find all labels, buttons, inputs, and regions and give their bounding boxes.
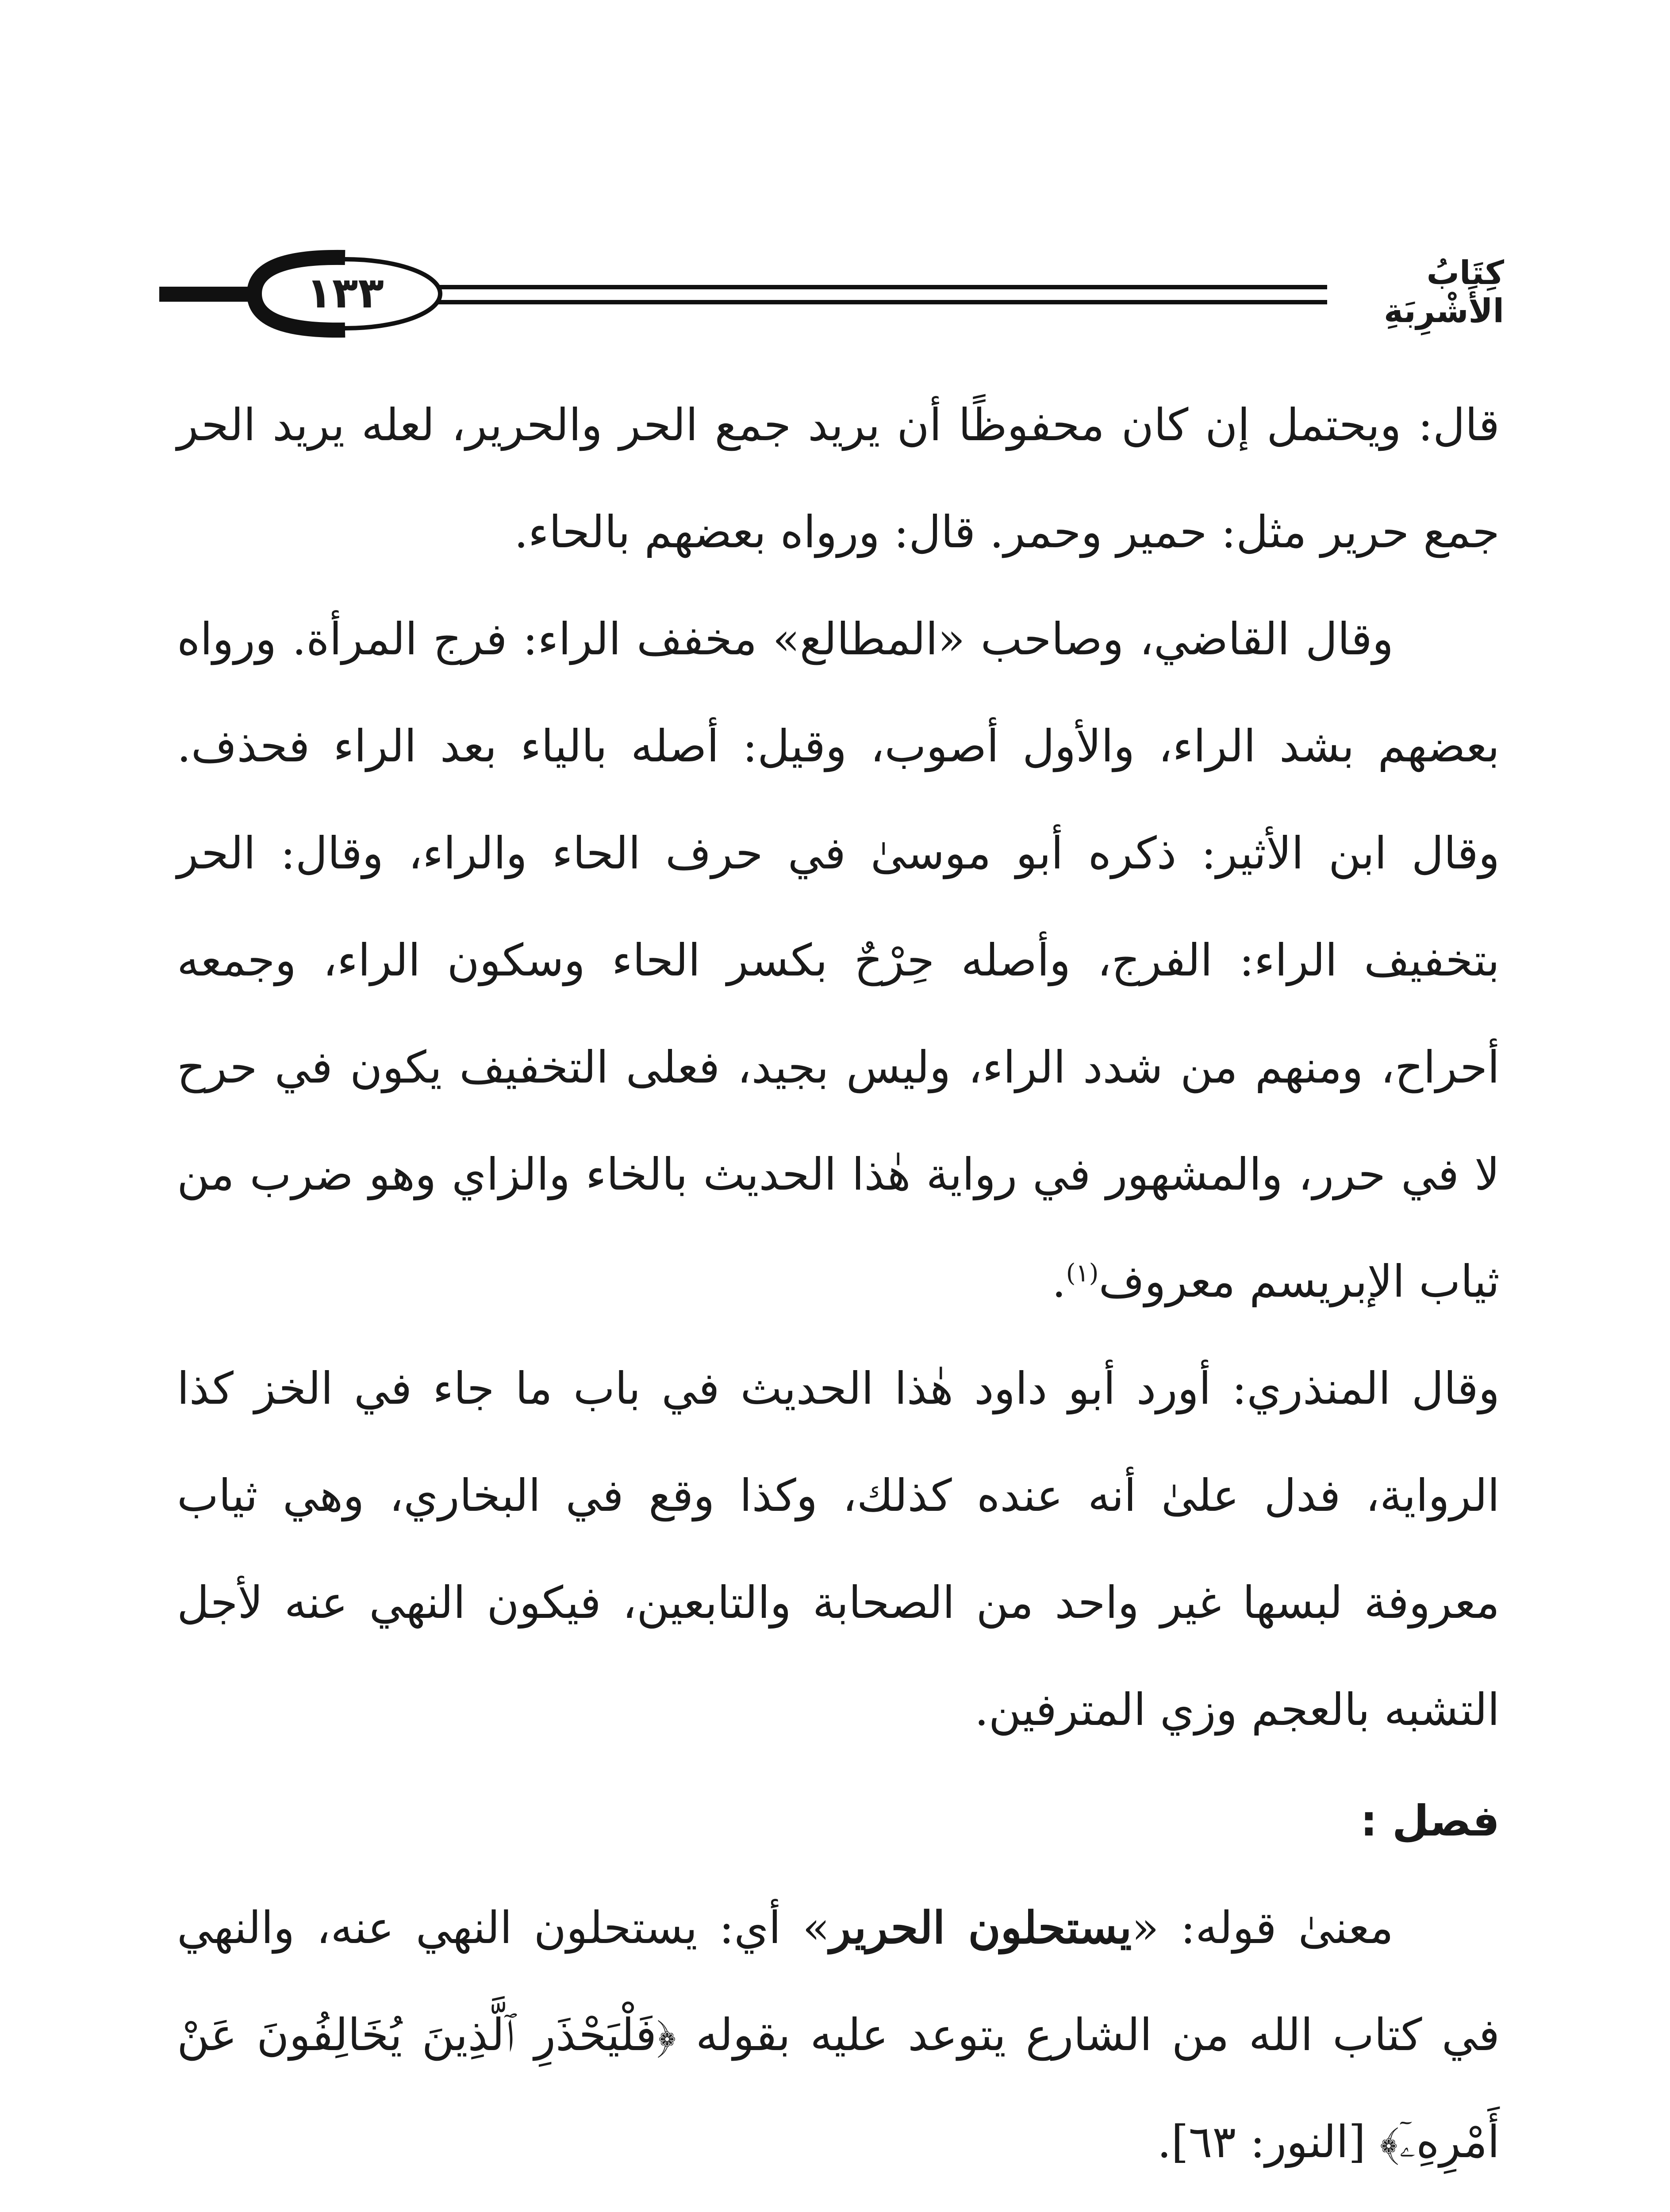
quoted-term: يستحلون الحرير [829,1901,1132,1954]
paragraph-text: قال: ويحتمل إن كان محفوظًا أن يريد جمع الحر والحرير، لعله يريد الحر جمع حرير مثل: حمير وحمر. قال: ورواه بعضهم بالحاء. [177,399,1500,558]
main-text [177,372,1500,2212]
running-header [159,248,1504,345]
section-heading: فصل : [1360,1796,1500,1846]
paragraph-text: معنىٰ قوله: « [1132,1902,1394,1954]
page-number: ١٣٣ [306,268,384,318]
paragraph-text: وقال المنذري: أورد أبو داود هٰذا الحديث في باب ما جاء في الخز كذا الرواية، فدل علىٰ أنه عنده كذلك، وكذا وقع في البخاري، وهي ثياب معروفة لبسها غير واحد من الصحابة والتابعين، فيكون النهي عنه لأجل التشبه بالعجم وزي المترفين. [177,1363,1500,1736]
paragraph-text: » أي: يستحلون النهي عنه، والنهي في كتاب الله من الشارع يتوعد عليه بقوله ﴿فَلْيَحْذَرِ ٱلَّذِينَ يُخَالِفُونَ عَنْ أَمْرِهِۦٓ﴾ [النور: ٦٣]. [177,1902,1500,2168]
footnote-reference[interactable]: (١) [1066,1259,1099,1288]
book-title: كِتَابُ الأَشْرِبَةِ [1354,261,1504,323]
paragraph [177,1335,1500,1763]
paragraph [177,1874,1500,2196]
paragraph [177,586,1500,1335]
paragraph-text: وقال القاضي، وصاحب «المطالع» مخفف الراء: فرج المرأة. ورواه بعضهم بشد الراء، والأول أصوب، وقيل: أصله بالياء بعد الراء فحذف. وقال ابن الأثير: ذكره أبو موسىٰ في حرف الحاء والراء، وقال: الحر بتخفيف الراء: الفرج، وأصله حِرْحٌ بكسر الحاء وسكون الراء، وجمعه أحراح، ومنهم من شدد الراء، وليس بجيد، فعلى التخفيف يكون في حرح لا في حرر، والمشهور في رواية هٰذا الحديث بالخاء والزاي وهو ضرب من ثياب الإبريسم معروف [177,613,1500,1307]
section-heading [177,2204,1500,2212]
paragraph [177,372,1500,586]
punctuation: . [1052,1256,1066,1307]
